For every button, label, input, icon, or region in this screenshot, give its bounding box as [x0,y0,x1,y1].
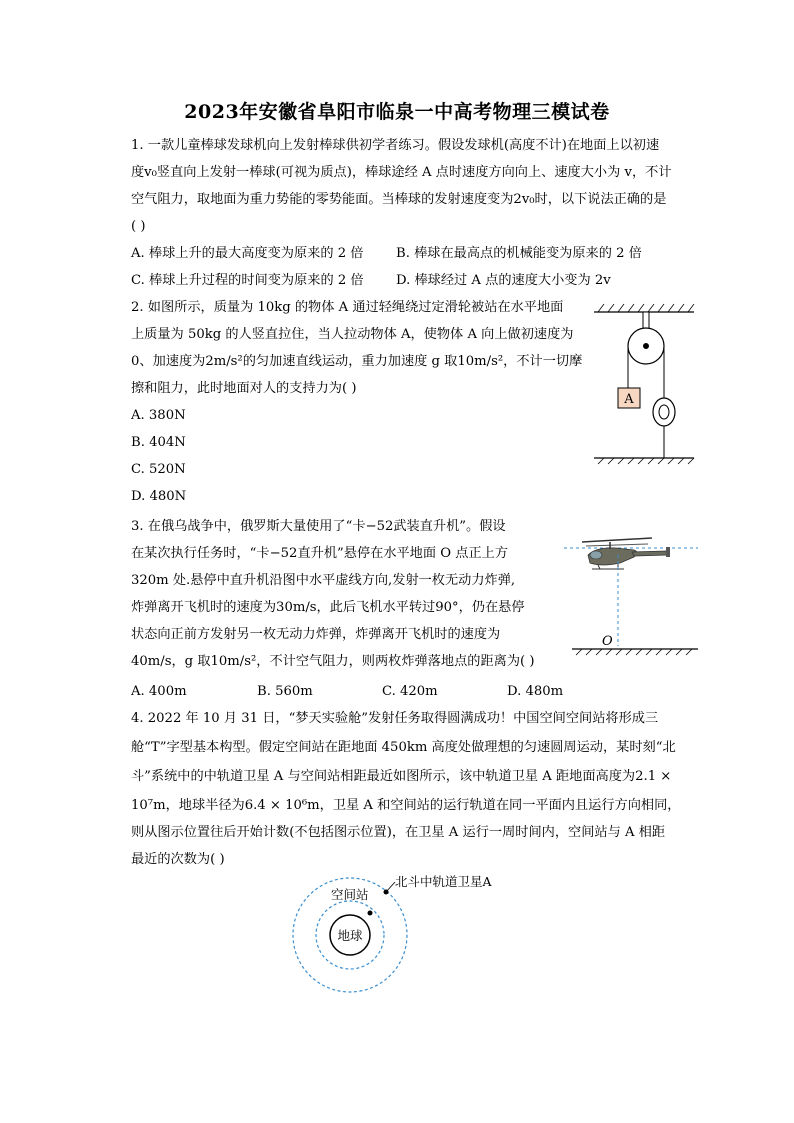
question-text-line: 3. 在俄乌战争中，俄罗斯大量使用了“卡−52武装直升机”。假设 [131,519,506,534]
question-text-line: 舱“T”字型基本构型。假定空间站在距地面 450km 高度处做理想的匀速圆周运动，某时刻“北 [131,740,676,755]
block-label: A [624,392,634,407]
question-text-line: 320m 处.悬停中直升机沿图中水平虚线方向,发射一枚无动力炸弹, [131,573,516,588]
pulley-figure [590,300,700,465]
station-label: 空间站 [331,887,369,902]
question-text-line: 4. 2022 年 10 月 31 日，“梦天实验舱”发射任务取得圆满成功！中国空间空间站将形成三 [131,711,659,726]
option-a: A. 380N [131,408,186,423]
question-text-line: ( ) [131,219,146,234]
option-a: A. 400m [131,684,187,699]
question-text-line: 0、加速度为2m/s²的匀加速直线运动，重力加速度 g 取10m/s²，不计一切摩 [131,354,583,369]
question-text-line: 炸弹离开飞机时的速度为30m/s，此后飞机水平转过90°，仍在悬停 [131,600,525,615]
question-text-line: 状态向正前方发射另一枚无动力炸弹，炸弹离开飞机时的速度为 [131,627,501,642]
question-text-line: 2. 如图所示，质量为 10kg 的物体 A 通过轻绳绕过定滑轮被站在水平地面 [131,300,564,315]
question-text-line: 空气阻力，取地面为重力势能的零势能面。当棒球的发射速度变为2v₀时，以下说法正确的是 [131,192,667,207]
question-text-line: 1. 一款儿童棒球发球机向上发射棒球供初学者练习。假设发球机(高度不计)在地面上以初速 [131,138,660,153]
option-c: C. 420m [382,684,438,699]
question-text-line: 斗”系统中的中轨道卫星 A 与空间站相距最近如图所示，该中轨道卫星 A 距地面高度为2.1 × [131,769,672,784]
option-d: D. 480m [507,684,564,699]
question-text-line: 擦和阻力，此时地面对人的支持力为( ) [131,381,357,396]
option-a: A. 棒球上升的最大高度变为原来的 2 倍 [131,246,364,261]
space-station-dot [368,911,373,916]
option-d: D. 棒球经过 A 点的速度大小变为 2v [396,273,611,288]
option-b: B. 560m [257,684,313,699]
helicopter-icon [588,542,670,569]
helicopter-figure [562,525,700,660]
question-text-line: 在某次执行任务时，“卡−52直升机”悬停在水平地面 O 点正上方 [131,546,509,561]
satellite-label: 北斗中轨道卫星A [395,874,492,889]
question-text-line: 则从图示位置往后开始计数(不包括图示位置)，在卫星 A 运行一周时间内，空间站与 A 相距 [131,825,666,840]
question-text-line: 最近的次数为( ) [131,852,225,867]
question-text-line: 上质量为 50kg 的人竖直拉住，当人拉动物体 A，使物体 A 向上做初速度为 [131,327,574,342]
point-o-label: O [602,634,613,649]
orbit-figure [285,872,515,997]
option-b: B. 棒球在最高点的机械能变为原来的 2 倍 [396,246,642,261]
question-text-line: 10⁷m，地球半径为6.4 × 10⁶m，卫星 A 和空间站的运行轨道在同一平面内且运行方向相同， [131,798,681,813]
option-b: B. 404N [131,435,186,450]
option-c: C. 棒球上升过程的时间变为原来的 2 倍 [131,273,364,288]
option-d: D. 480N [131,489,187,504]
question-text-line: 度v₀竖直向上发射一棒球(可视为质点)，棒球途经 A 点时速度方向向上、速度大小为 v，不计 [131,165,672,180]
question-text-line: 40m/s，g 取10m/s²，不计空气阻力，则两枚炸弹落地点的距离为( ) [131,654,535,669]
earth-label: 地球 [337,928,363,943]
option-c: C. 520N [131,462,186,477]
page-title: 2023年安徽省阜阳市临泉一中高考物理三模试卷 [184,101,610,123]
